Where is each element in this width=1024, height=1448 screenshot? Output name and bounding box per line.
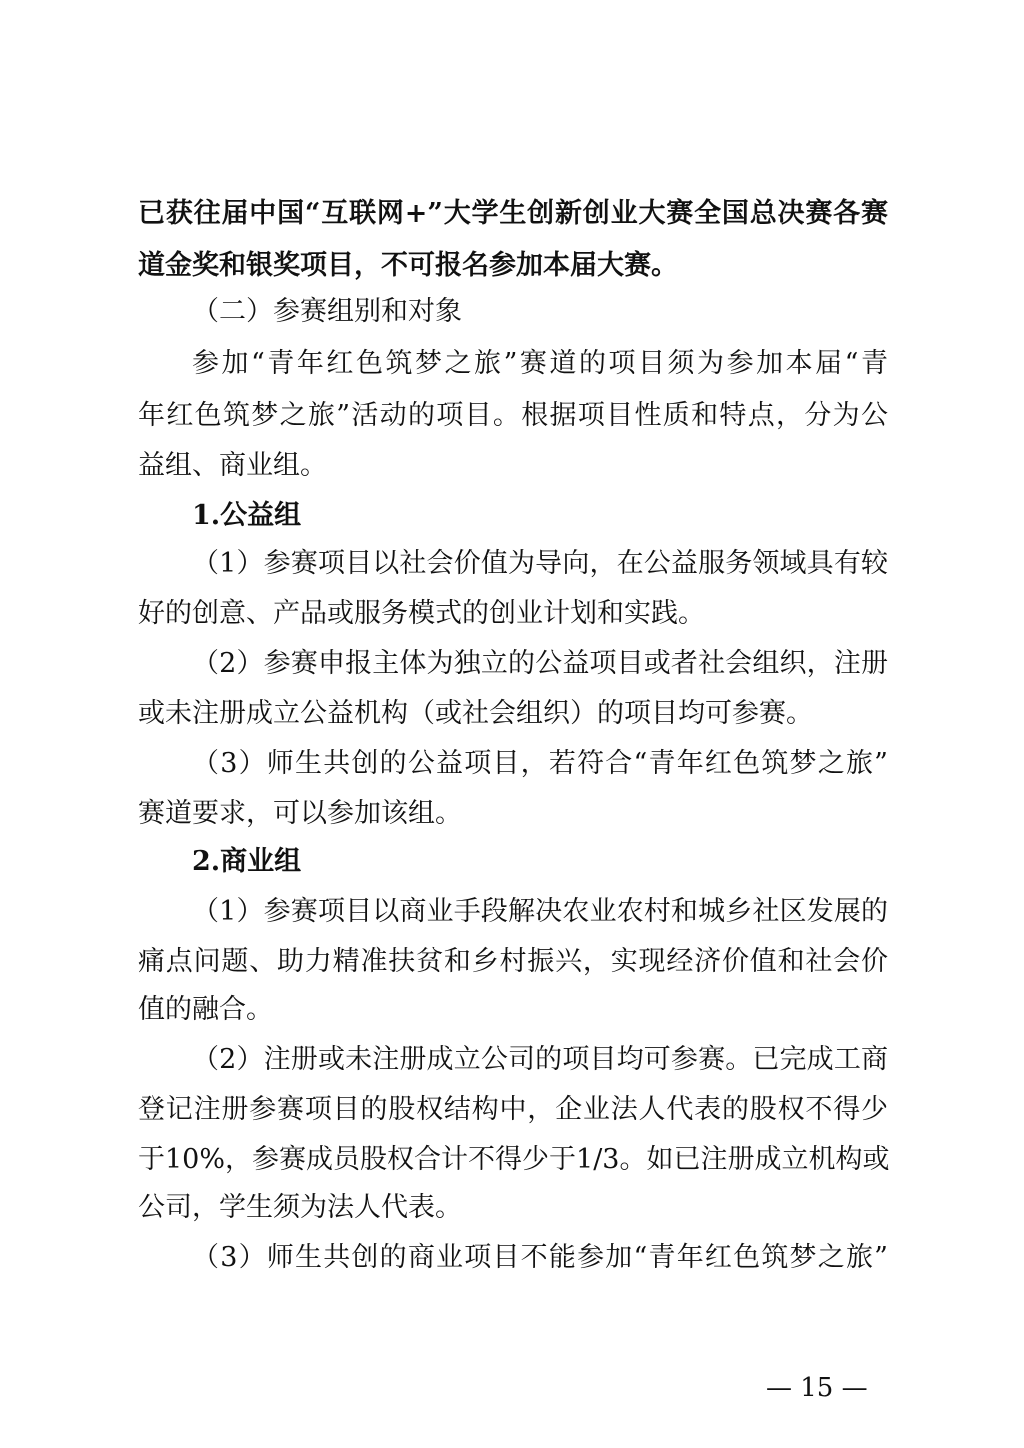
paragraph-line: （1）参赛项目以商业手段解决农业农村和城乡社区发展的: [192, 896, 888, 927]
paragraph-line: 痛点问题、助力精准扶贫和乡村振兴，实现经济价值和社会价: [138, 946, 888, 977]
paragraph-line: （2）注册或未注册成立公司的项目均可参赛。已完成工商: [192, 1044, 888, 1075]
paragraph-line: （3）师生共创的商业项目不能参加“青年红色筑梦之旅”: [192, 1242, 888, 1273]
paragraph-line: （3）师生共创的公益项目，若符合“青年红色筑梦之旅”: [192, 748, 888, 779]
paragraph-line: 益组、商业组。: [138, 450, 327, 481]
paragraph-line: （1）参赛项目以社会价值为导向，在公益服务领域具有较: [192, 548, 888, 579]
paragraph-line: 年红色筑梦之旅”活动的项目。根据项目性质和特点，分为公: [138, 400, 888, 431]
paragraph-line: 公司，学生须为法人代表。: [138, 1192, 462, 1223]
section-heading: （二）参赛组别和对象: [192, 296, 462, 327]
paragraph-line: 于10%，参赛成员股权合计不得少于1/3。如已注册成立机构或: [138, 1144, 890, 1175]
paragraph-line: 参加“青年红色筑梦之旅”赛道的项目须为参加本届“青: [192, 348, 888, 379]
page-number: — 15 —: [766, 1373, 868, 1403]
paragraph-line: 好的创意、产品或服务模式的创业计划和实践。: [138, 598, 705, 629]
paragraph-line: 或未注册成立公益机构（或社会组织）的项目均可参赛。: [138, 698, 813, 729]
paragraph-line: 值的融合。: [138, 994, 273, 1025]
paragraph-line: 道金奖和银奖项目，不可报名参加本届大赛。: [138, 250, 678, 281]
subsection-heading: 2.商业组: [192, 846, 302, 877]
paragraph-line: 登记注册参赛项目的股权结构中，企业法人代表的股权不得少: [138, 1094, 888, 1125]
subsection-heading: 1.公益组: [192, 500, 302, 531]
paragraph-line: （2）参赛申报主体为独立的公益项目或者社会组织，注册: [192, 648, 888, 679]
paragraph-line: 已获往届中国“互联网+”大学生创新创业大赛全国总决赛各赛: [138, 198, 888, 229]
paragraph-line: 赛道要求，可以参加该组。: [138, 798, 462, 829]
